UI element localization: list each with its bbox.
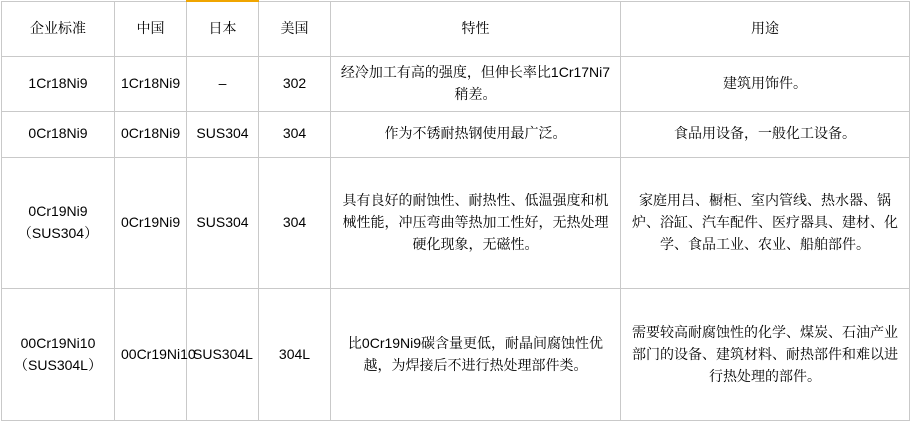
table-row (2, 157, 910, 289)
table-header-row (2, 2, 910, 57)
stainless-steel-spec-table (1, 1, 910, 421)
cell-japan: SUS304 (187, 157, 259, 289)
column-header-enterprise-standard[interactable]: 企业标准 (2, 2, 115, 57)
cell-usa: 304 (259, 157, 331, 289)
cell-characteristics: 具有良好的耐蚀性、耐热性、低温强度和机械性能，冲压弯曲等热加工性好，无热处理硬化现象，无磁性。 (331, 157, 621, 289)
cell-china: 00Cr19Ni10 (115, 289, 187, 421)
column-header-japan[interactable]: 日本 (187, 2, 259, 57)
cell-china: 0Cr19Ni9 (115, 157, 187, 289)
cell-usa: 304L (259, 289, 331, 421)
cell-application: 建筑用饰件。 (621, 57, 910, 112)
table-header (2, 2, 910, 57)
column-header-china[interactable]: 中国 (115, 2, 187, 57)
cell-enterprise-standard: 0Cr19Ni9（SUS304） (2, 157, 115, 289)
cell-enterprise-standard: 00Cr19Ni10（SUS304L） (2, 289, 115, 421)
cell-application: 家庭用吕、橱柜、室内管线、热水器、锅炉、浴缸、汽车配件、医疗器具、建材、化学、食品工业、农业、船舶部件。 (621, 157, 910, 289)
cell-application: 需要较高耐腐蚀性的化学、煤炭、石油产业部门的设备、建筑材料、耐热部件和难以进行热处理的部件。 (621, 289, 910, 421)
cell-china: 0Cr18Ni9 (115, 111, 187, 157)
table-body (2, 57, 910, 421)
cell-characteristics: 作为不锈耐热钢使用最广泛。 (331, 111, 621, 157)
cell-japan: – (187, 57, 259, 112)
column-header-usa[interactable]: 美国 (259, 2, 331, 57)
cell-enterprise-standard: 0Cr18Ni9 (2, 111, 115, 157)
cell-usa: 304 (259, 111, 331, 157)
cell-japan: SUS304L (187, 289, 259, 421)
cell-characteristics: 比0Cr19Ni9碳含量更低，耐晶间腐蚀性优越，为焊接后不进行热处理部件类。 (331, 289, 621, 421)
cell-japan: SUS304 (187, 111, 259, 157)
cell-china: 1Cr18Ni9 (115, 57, 187, 112)
table-row (2, 289, 910, 421)
table-row (2, 111, 910, 157)
table-row (2, 57, 910, 112)
column-header-application[interactable]: 用途 (621, 2, 910, 57)
cell-usa: 302 (259, 57, 331, 112)
column-header-characteristics[interactable]: 特性 (331, 2, 621, 57)
cell-application: 食品用设备，一般化工设备。 (621, 111, 910, 157)
cell-enterprise-standard: 1Cr18Ni9 (2, 57, 115, 112)
cell-characteristics: 经冷加工有高的强度，但伸长率比1Cr17Ni7稍差。 (331, 57, 621, 112)
